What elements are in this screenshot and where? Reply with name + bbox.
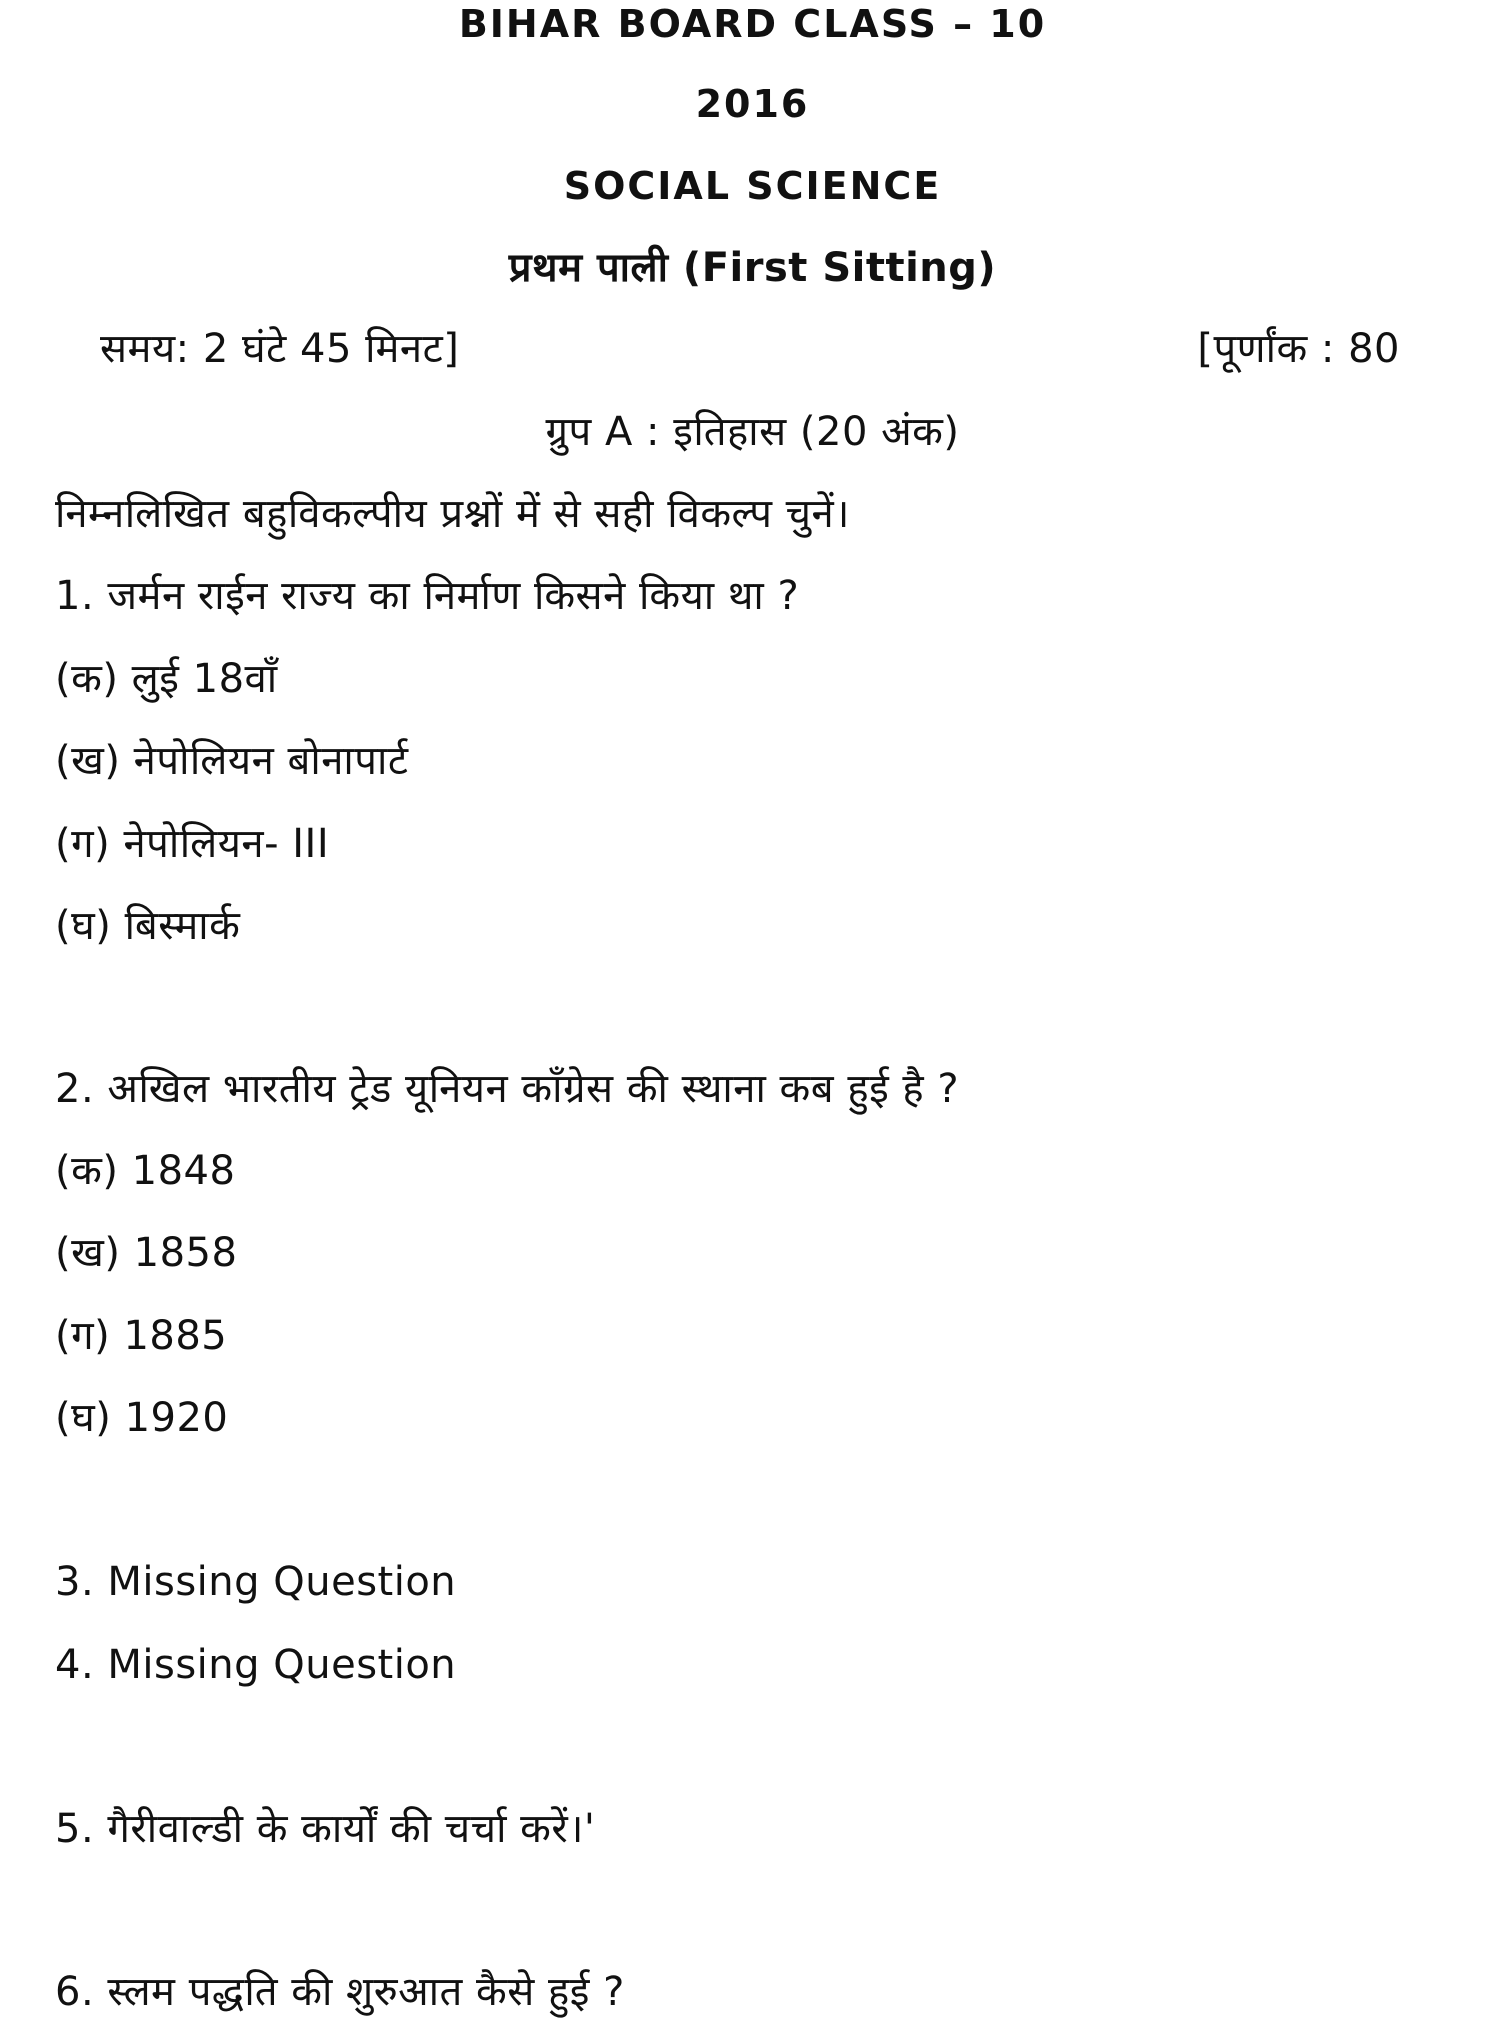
question-5: 5. गैरीवाल्डी के कार्यों की चर्चा करें।' <box>55 1806 596 1852</box>
full-marks: [पूर्णांक : 80 <box>1197 326 1400 372</box>
board-title: BIHAR BOARD CLASS – 10 <box>458 2 1047 46</box>
question-2: 2. अखिल भारतीय ट्रेड यूनियन कॉंग्रेस की स्थाना कब हुई है ? <box>55 1066 960 1112</box>
instruction-text: निम्नलिखित बहुविकल्पीय प्रश्नों में से सही विकल्प चुनें। <box>55 491 850 537</box>
question-1: 1. जर्मन राईन राज्य का निर्माण किसने किया था ? <box>55 573 800 619</box>
q2-option-b: (ख) 1858 <box>55 1230 238 1276</box>
q1-option-a: (क) लुई 18वाँ <box>55 656 278 702</box>
q1-option-b: (ख) नेपोलियन बोनापार्ट <box>55 738 409 784</box>
q2-option-c: (ग) 1885 <box>55 1313 228 1359</box>
question-3: 3. Missing Question <box>55 1559 457 1605</box>
section-heading: ग्रुप A : इतिहास (20 अंक) <box>545 409 960 455</box>
q2-option-a: (क) 1848 <box>55 1148 236 1194</box>
q1-option-d: (घ) बिस्मार्क <box>55 903 241 949</box>
exam-year: 2016 <box>695 82 810 126</box>
q1-option-c: (ग) नेपोलियन- III <box>55 821 330 867</box>
subject-title: SOCIAL SCIENCE <box>563 164 942 208</box>
q2-option-d: (घ) 1920 <box>55 1395 229 1441</box>
time-allowed: समय: 2 घंटे 45 मिनट] <box>100 326 460 372</box>
sitting-title: प्रथम पाली (First Sitting) <box>508 245 997 291</box>
question-4: 4. Missing Question <box>55 1642 457 1688</box>
question-6: 6. स्लम पद्धति की शुरुआत कैसे हुई ? <box>55 1969 625 2015</box>
